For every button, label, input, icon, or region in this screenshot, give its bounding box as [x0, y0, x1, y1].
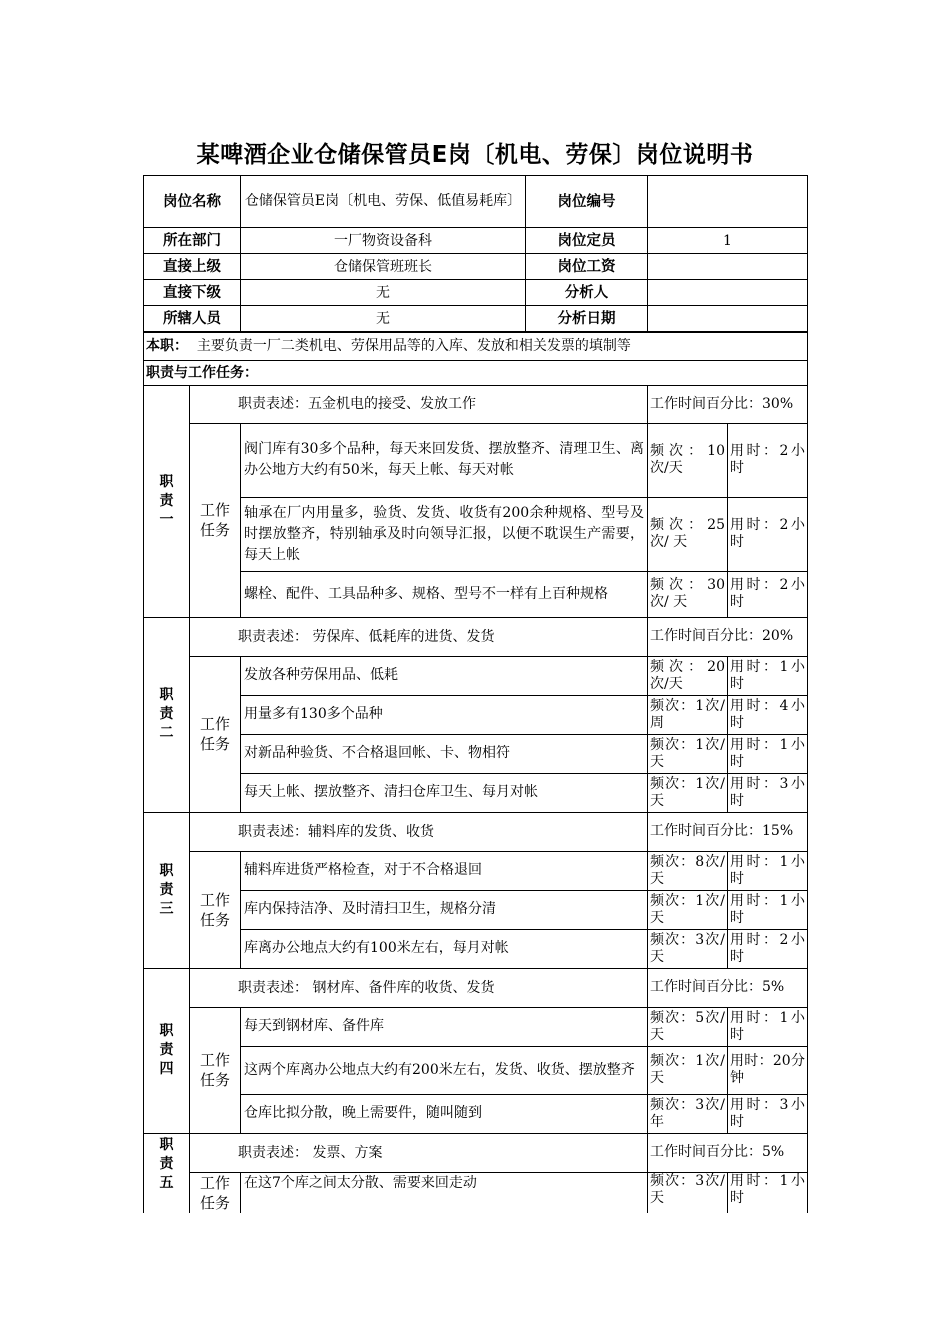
header-label: 所辖人员: [144, 306, 241, 333]
header-value: 无: [241, 306, 526, 333]
duty-label: 职 责 三: [144, 812, 190, 968]
task-label: 工作 任务: [190, 656, 241, 812]
task-frequency: 频次：30次/ 天: [648, 571, 728, 617]
duty-time-percent: 工作时间百分比：5%: [648, 1133, 808, 1172]
header-label: 岗位名称: [144, 176, 241, 228]
header-value: 仓储保管员E岗〔机电、劳保、低值易耗库〕: [241, 176, 526, 228]
task-duration: 用时：3小时: [728, 1094, 808, 1133]
task-duration: 用时：4小时: [728, 695, 808, 734]
duty-description: 职责表述： 劳保库、低耗库的进货、发货: [190, 617, 648, 656]
duty-description: 职责表述： 钢材库、备件库的收货、发货: [190, 968, 648, 1007]
task-frequency: 频次：20次/天: [648, 656, 728, 695]
header-value: [648, 254, 808, 280]
task-frequency: 频次：1次/ 天: [648, 890, 728, 929]
task-frequency: 频次：1次/天: [648, 734, 728, 773]
task-duration: 用时：1小时: [728, 1172, 808, 1213]
task-label: 工作 任务: [190, 423, 241, 617]
header-label: 直接上级: [144, 254, 241, 280]
header-value: 仓储保管班班长: [241, 254, 526, 280]
task-text: 用量多有130多个品种: [241, 695, 648, 734]
header-row: [144, 254, 808, 280]
task-row: [144, 773, 808, 812]
duty-desc-row: [144, 617, 808, 656]
duty-time-percent: 工作时间百分比：5%: [648, 968, 808, 1007]
task-frequency: 频次：1次/周: [648, 695, 728, 734]
duty-time-percent: 工作时间百分比：30%: [648, 385, 808, 423]
header-label: 岗位定员: [526, 228, 648, 254]
section-title-row: [144, 360, 808, 385]
header-label: 直接下级: [144, 280, 241, 306]
task-text: 库离办公地点大约有100米左右，每月对帐: [241, 929, 648, 968]
task-row: [144, 890, 808, 929]
duty-desc-row: [144, 812, 808, 851]
duty-summary: [144, 332, 808, 360]
task-duration: 用时：20分钟: [728, 1046, 808, 1094]
header-value: [648, 176, 808, 228]
duty-summary-text: 主要负责一厂二类机电、劳保用品等的入库、发放和相关发票的填制等: [196, 338, 631, 355]
job-description-table: [143, 175, 808, 1213]
task-duration: 用时：1小时: [728, 851, 808, 890]
header-row: [144, 306, 808, 333]
task-frequency: 频次：1次/天: [648, 1046, 728, 1094]
duty-description: 职责表述：辅料库的发货、收货: [190, 812, 648, 851]
task-text: 每天上帐、摆放整齐、清扫仓库卫生、每月对帐: [241, 773, 648, 812]
task-row: [144, 497, 808, 571]
task-frequency: 频次：5次/天: [648, 1007, 728, 1046]
header-label: 岗位编号: [526, 176, 648, 228]
duty-label: 职 责 五: [144, 1133, 190, 1213]
header-label: 岗位工资: [526, 254, 648, 280]
task-frequency: 频次：3次/年: [648, 1094, 728, 1133]
task-row: [144, 929, 808, 968]
duty-label: 职 责 一: [144, 385, 190, 617]
task-label: 工作 任务: [190, 851, 241, 968]
task-row: [144, 734, 808, 773]
task-duration: 用时：1小时: [728, 656, 808, 695]
header-value: [648, 306, 808, 333]
task-row: [144, 571, 808, 617]
task-row: [144, 1007, 808, 1046]
task-text: 发放各种劳保用品、低耗: [241, 656, 648, 695]
header-label: 分析人: [526, 280, 648, 306]
header-label: 所在部门: [144, 228, 241, 254]
duty-desc-row: [144, 968, 808, 1007]
task-text: 辅料库进货严格检查，对于不合格退回: [241, 851, 648, 890]
duty-summary-label: 本职：: [146, 338, 188, 355]
task-duration: 用时：1小时: [728, 890, 808, 929]
task-text: 仓库比拟分散，晚上需要件，随叫随到: [241, 1094, 648, 1133]
task-label: 工作 任务: [190, 1007, 241, 1133]
duty-label: 职 责 二: [144, 617, 190, 812]
task-frequency: 频次：25次/ 天: [648, 497, 728, 571]
header-row: [144, 280, 808, 306]
task-frequency: 频次：10次/天: [648, 423, 728, 497]
task-frequency: 频次：3次/天: [648, 1172, 728, 1213]
task-text: 这两个库离办公地点大约有200米左右，发货、收货、摆放整齐: [241, 1046, 648, 1094]
task-text: 每天到钢材库、备件库: [241, 1007, 648, 1046]
task-frequency: 频次：3次/天: [648, 929, 728, 968]
task-duration: 用时：2小时: [728, 497, 808, 571]
task-duration: 用时：1小时: [728, 734, 808, 773]
page-title: 某啤酒企业仓储保管员E岗〔机电、劳保〕岗位说明书: [196, 142, 754, 168]
task-row: [144, 695, 808, 734]
duty-description: 职责表述： 发票、方案: [190, 1133, 648, 1172]
header-label: 分析日期: [526, 306, 648, 333]
task-duration: 用时：2小时: [728, 929, 808, 968]
task-duration: 用时：2小时: [728, 423, 808, 497]
header-value: [648, 280, 808, 306]
header-row: [144, 176, 808, 228]
header-row: [144, 228, 808, 254]
task-text: 库内保持洁净、及时清扫卫生，规格分清: [241, 890, 648, 929]
task-text: 轴承在厂内用量多，验货、发货、收货有200余种规格、型号及时摆放整齐，特别轴承及时向领导汇报，以便不耽误生产需要，每天上帐: [241, 497, 648, 571]
task-text: 螺栓、配件、工具品种多、规格、型号不一样有上百种规格: [241, 571, 648, 617]
task-duration: 用时：1小时: [728, 1007, 808, 1046]
task-duration: 用时：2小时: [728, 571, 808, 617]
task-text: 对新品种验货、不合格退回帐、卡、物相符: [241, 734, 648, 773]
task-row: [144, 1046, 808, 1094]
task-label: 工作 任务: [190, 1172, 241, 1213]
section-title: 职责与工作任务：: [144, 360, 808, 385]
task-row: [144, 1094, 808, 1133]
task-duration: 用时：3小时: [728, 773, 808, 812]
duty-desc-row: [144, 385, 808, 423]
duty-description: 职责表述：五金机电的接受、发放工作: [190, 385, 648, 423]
task-row: [144, 851, 808, 890]
task-row: [144, 656, 808, 695]
header-value: 一厂物资设备科: [241, 228, 526, 254]
task-frequency: 频次：8次/天: [648, 851, 728, 890]
task-frequency: 频次：1次/天: [648, 773, 728, 812]
task-row: [144, 1172, 808, 1213]
header-value: 1: [648, 228, 808, 254]
task-text: 在这7个库之间太分散、需要来回走动: [241, 1172, 648, 1213]
duty-summary-row: [144, 332, 808, 360]
duty-desc-row: [144, 1133, 808, 1172]
task-text: 阀门库有30多个品种，每天来回发货、摆放整齐、清理卫生、离办公地方大约有50米，每天上帐、每天对帐: [241, 423, 648, 497]
duty-time-percent: 工作时间百分比：20%: [648, 617, 808, 656]
task-row: [144, 423, 808, 497]
duty-time-percent: 工作时间百分比：15%: [648, 812, 808, 851]
duty-label: 职 责 四: [144, 968, 190, 1133]
header-value: 无: [241, 280, 526, 306]
